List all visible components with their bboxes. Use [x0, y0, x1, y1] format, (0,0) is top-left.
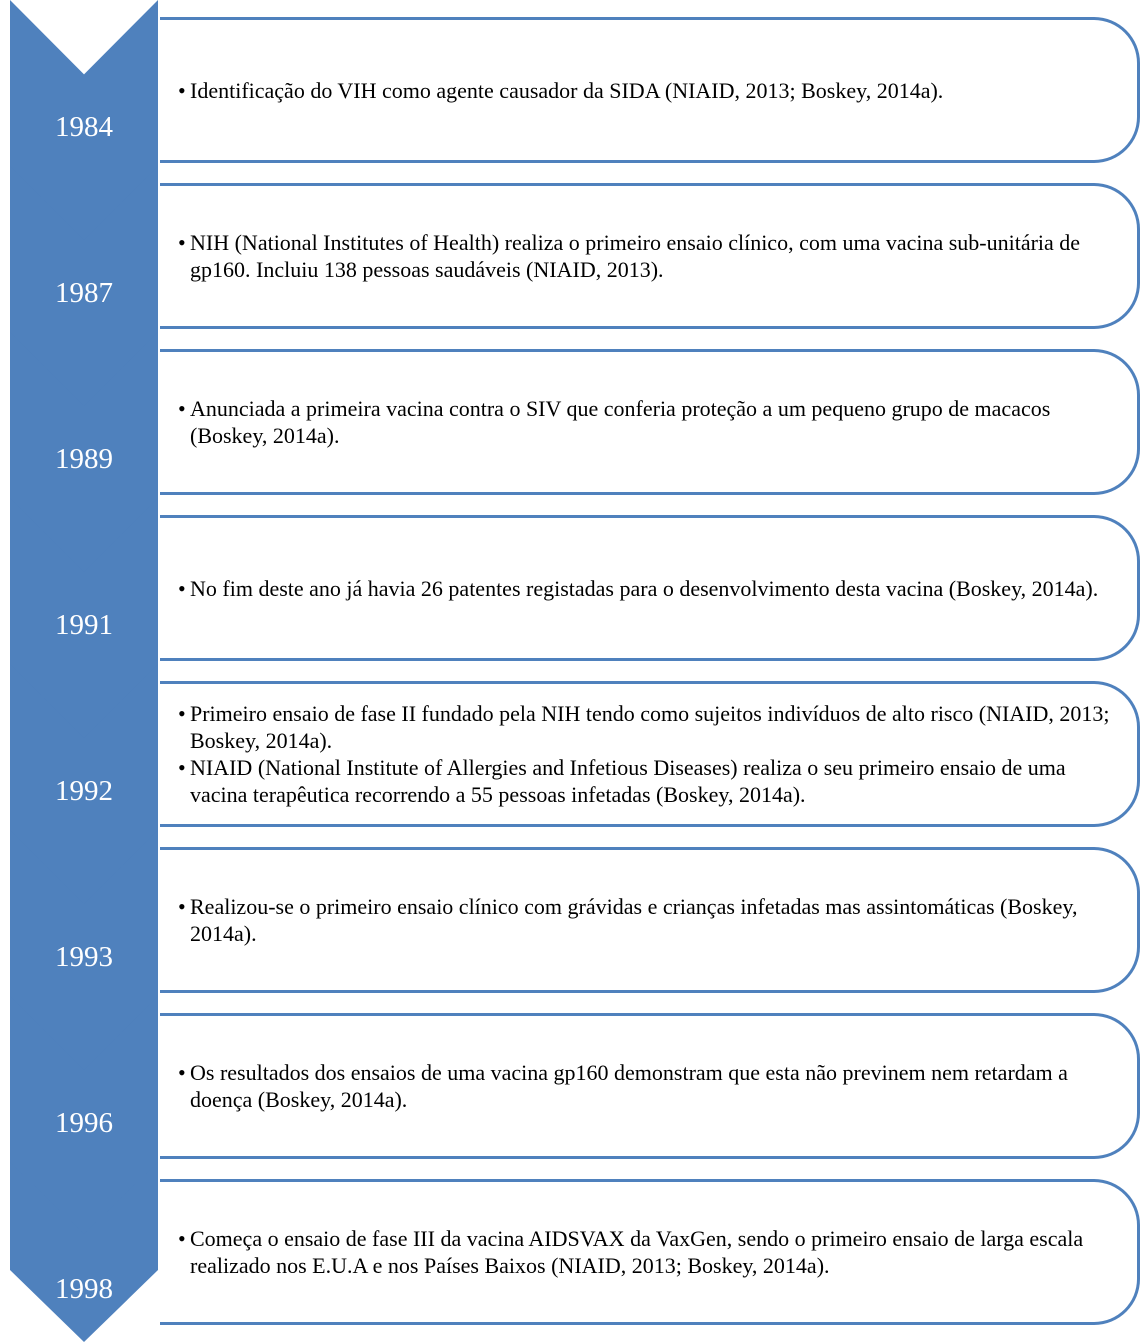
milestone-text: NIAID (National Institute of Allergies and Infetious Diseases) realiza o seu primeiro ensaio de uma vacina terapêutica recorrendo a 55 pessoas infetadas (Boskey, 2014a).: [190, 755, 1066, 807]
milestone-text: Identificação do VIH como agente causador da SIDA (NIAID, 2013; Boskey, 2014a).: [190, 77, 944, 103]
milestone-item: [178, 77, 1123, 104]
milestone-box: [160, 847, 1140, 993]
bullet-icon: •: [178, 575, 186, 601]
bullet-icon: •: [178, 1060, 186, 1085]
bullet-icon: •: [178, 396, 186, 421]
bullet-icon: •: [178, 77, 186, 103]
milestone-text: No fim deste ano já havia 26 patentes registadas para o desenvolvimento desta vacina (Boskey, 2014a).: [190, 575, 1099, 601]
milestone-text: Anunciada a primeira vacina contra o SIV que conferia proteção a um pequeno grupo de macacos (Boskey, 2014a).: [190, 396, 1051, 448]
year-label: 1996: [55, 1107, 113, 1139]
bullet-icon: •: [178, 755, 186, 780]
milestone-item: [178, 893, 1123, 947]
milestone-item: [178, 1225, 1123, 1279]
year-label: 1991: [55, 609, 113, 641]
milestone-item: [178, 575, 1123, 602]
milestone-box: [160, 1179, 1140, 1325]
milestone-box: [160, 681, 1140, 827]
bullet-icon: •: [178, 894, 186, 919]
milestone-item: [178, 229, 1123, 283]
milestone-text: Começa o ensaio de fase III da vacina AIDSVAX da VaxGen, sendo o primeiro ensaio de larga escala realizado nos E.U.A e nos Países Baixos (NIAID, 2013; Boskey, 2014a).: [190, 1226, 1084, 1278]
milestone-box: [160, 515, 1140, 661]
milestone-text: Realizou-se o primeiro ensaio clínico com grávidas e crianças infetadas mas assintomáticas (Boskey, 2014a).: [190, 894, 1078, 946]
bullet-icon: •: [178, 230, 186, 255]
year-label: 1987: [55, 277, 113, 309]
milestone-item: [178, 754, 1123, 808]
year-label: 1992: [55, 775, 113, 807]
milestone-text: NIH (National Institutes of Health) realiza o primeiro ensaio clínico, com uma vacina sub-unitária de gp160. Incluiu 138 pessoas saudáveis (NIAID, 2013).: [190, 230, 1081, 282]
bullet-icon: •: [178, 1226, 186, 1251]
year-label: 1984: [55, 111, 113, 143]
milestone-box: [160, 183, 1140, 329]
milestone-box: [160, 17, 1140, 163]
milestone-item: [178, 1059, 1123, 1113]
milestone-text: Primeiro ensaio de fase II fundado pela NIH tendo como sujeitos indivíduos de alto risco (NIAID, 2013; Boskey, 2014a).: [190, 701, 1110, 753]
year-label: 1989: [55, 443, 113, 475]
milestone-box: [160, 349, 1140, 495]
year-label: 1993: [55, 941, 113, 973]
milestone-item: [178, 700, 1123, 754]
milestone-item: [178, 395, 1123, 449]
milestone-box: [160, 1013, 1140, 1159]
milestone-text: Os resultados dos ensaios de uma vacina gp160 demonstram que esta não previnem nem retardam a doença (Boskey, 2014a).: [190, 1060, 1068, 1112]
year-label: 1998: [55, 1273, 113, 1305]
bullet-icon: •: [178, 701, 186, 726]
